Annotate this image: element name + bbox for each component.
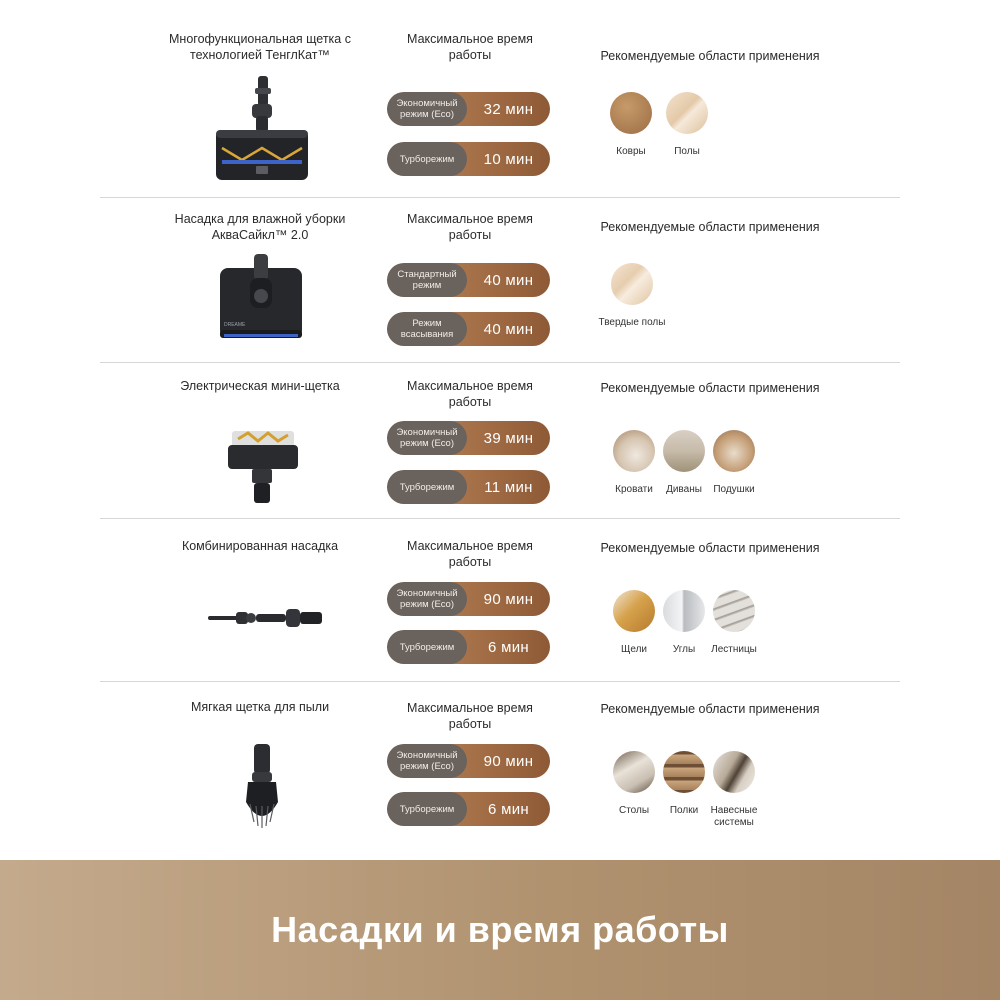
carpet-texture-icon (610, 92, 652, 134)
runtime-pill (387, 92, 550, 126)
areas-title: Рекомендуемые области применения (600, 702, 820, 716)
runtime-value: 6 мин (488, 638, 529, 656)
tool-title: Насадка для влажной уборки АкваСайкл™ 2.0 (174, 212, 346, 242)
mode-label: Турборежим (387, 470, 467, 504)
tool-title: Мягкая щетка для пыли (190, 700, 330, 714)
mode-label: Режим всасывания (387, 312, 467, 346)
runtime-value: 90 мин (483, 752, 534, 770)
area-label: Навесные системы (710, 805, 758, 828)
runtime-pill (387, 470, 550, 504)
runtime-value: 32 мин (483, 100, 534, 118)
mode-label: Экономичный режим (Eco) (387, 582, 467, 616)
areas-title: Рекомендуемые области применения (600, 381, 820, 395)
wood-floor-texture-icon (666, 92, 708, 134)
area-hard-floors (596, 263, 668, 329)
runtime-pill (387, 312, 550, 346)
banner-title: Насадки и время работы (271, 909, 729, 950)
area-cabinets (699, 751, 769, 829)
max-runtime-title: Максимальное время работы (407, 212, 533, 242)
attachment-row-combination-tool (100, 519, 900, 682)
runtime-pill (387, 582, 550, 616)
area-label: Подушки (713, 484, 755, 495)
area-label: Полы (674, 146, 700, 157)
area-label: Лестницы (711, 644, 757, 655)
mode-label: Турборежим (387, 792, 467, 826)
runtime-value: 6 мин (488, 800, 529, 818)
footer-banner (0, 860, 1000, 1000)
attachment-row-mini-brush (100, 363, 900, 519)
runtime-pill (387, 792, 550, 826)
mode-label: Турборежим (387, 142, 467, 176)
tool-title: Электрическая мини-щетка (180, 379, 340, 393)
runtime-value: 40 мин (483, 271, 534, 289)
tool-title: Комбинированная насадка (181, 539, 339, 553)
wet-cleaning-head-image (218, 252, 304, 344)
area-label: Диваны (666, 484, 702, 495)
runtime-value: 11 мин (484, 478, 533, 496)
svg-text:DREAME: DREAME (224, 322, 246, 328)
area-stairs (699, 590, 769, 656)
area-pillows (699, 430, 769, 496)
pillows-photo-icon (713, 430, 755, 472)
stairs-photo-icon (713, 590, 755, 632)
area-floors (652, 92, 722, 158)
runtime-pill (387, 630, 550, 664)
max-runtime-title: Максимальное время работы (407, 379, 533, 409)
mode-label: Турборежим (387, 630, 467, 664)
tool-title: Многофункциональная щетка с технологией ТенглКат™ (169, 32, 351, 62)
max-runtime-title: Максимальное время работы (407, 32, 533, 62)
area-label: Столы (618, 805, 650, 816)
area-label: Щели (620, 644, 648, 655)
runtime-value: 40 мин (483, 320, 534, 338)
max-runtime-title: Максимальное время работы (407, 701, 533, 731)
runtime-pill (387, 263, 550, 297)
areas-title: Рекомендуемые области применения (600, 220, 820, 234)
areas-title: Рекомендуемые области применения (600, 49, 820, 63)
areas-title: Рекомендуемые области применения (600, 541, 820, 555)
runtime-pill (387, 142, 550, 176)
max-runtime-title: Максимальное время работы (407, 539, 533, 569)
mini-brush-image (224, 429, 300, 505)
area-label: Углы (672, 644, 696, 655)
area-label: Кровати (615, 484, 653, 495)
mode-label: Экономичный режим (Eco) (387, 92, 467, 126)
runtime-pill (387, 421, 550, 455)
mode-label: Экономичный режим (Eco) (387, 421, 467, 455)
runtime-pill (387, 744, 550, 778)
cabinets-photo-icon (713, 751, 755, 793)
area-label: Полки (669, 805, 699, 816)
attachment-row-soft-dust-brush (100, 682, 900, 860)
mode-label: Экономичный режим (Eco) (387, 744, 467, 778)
combination-tool-image (206, 603, 324, 633)
attachment-row-wet-cleaning (100, 198, 900, 362)
hard-floor-texture-icon (611, 263, 653, 305)
runtime-value: 90 мин (483, 590, 534, 608)
runtime-value: 10 мин (483, 150, 534, 168)
multifunctional-brush-image (212, 74, 312, 182)
soft-dust-brush-image (244, 742, 280, 830)
area-label: Ковры (616, 146, 646, 157)
attachment-row-multifunctional-brush (100, 18, 900, 198)
runtime-value: 39 мин (483, 429, 534, 447)
mode-label: Стандартный режим (387, 263, 467, 297)
area-label: Твердые полы (598, 317, 666, 328)
